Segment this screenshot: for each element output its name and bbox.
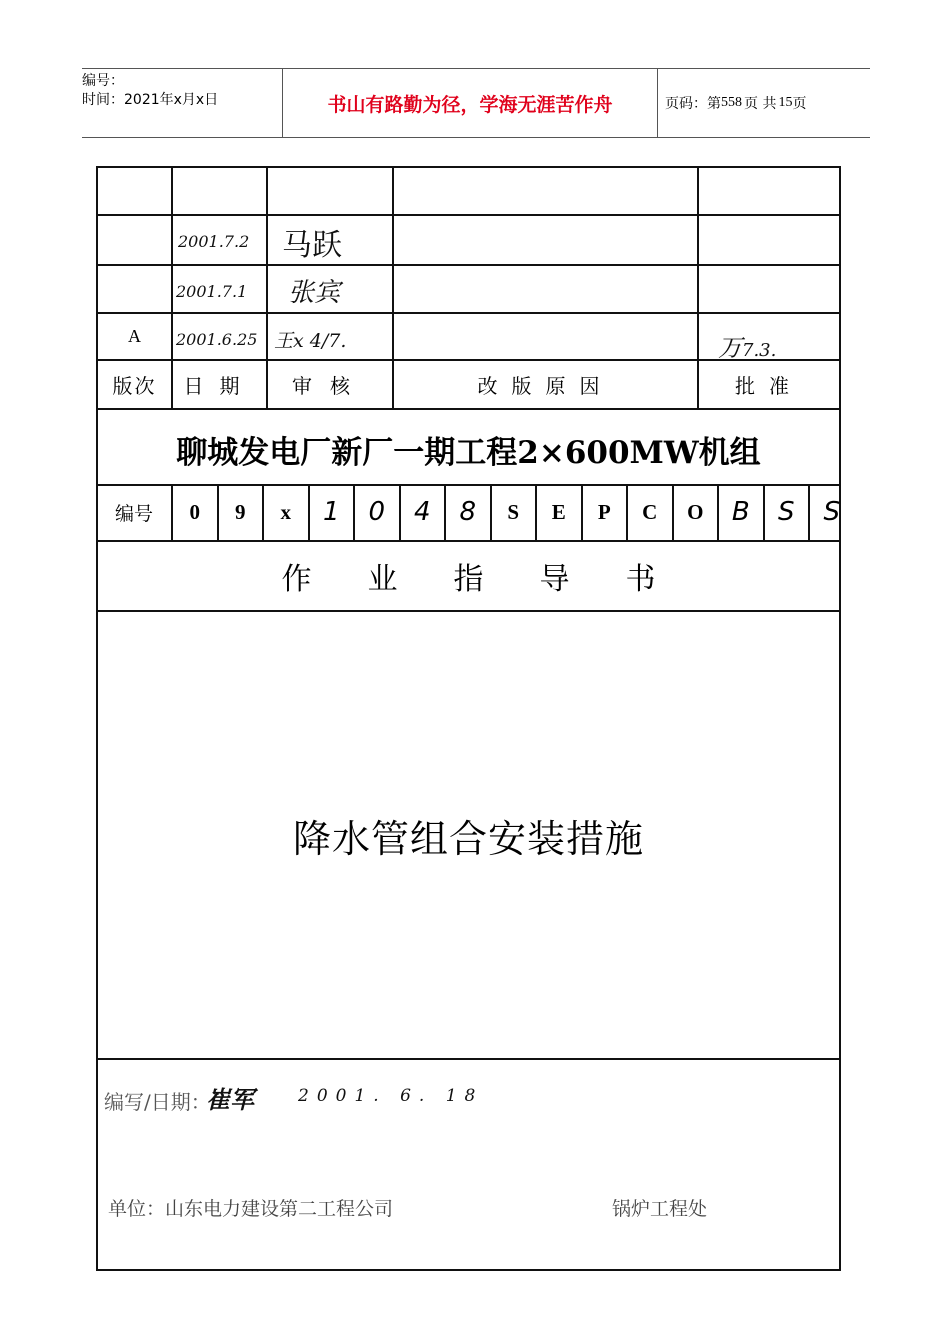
code-char: S	[823, 497, 840, 527]
code-char: S	[777, 497, 795, 527]
code-char: E	[551, 499, 566, 524]
document-frame	[96, 166, 841, 1271]
header-motto: 书山有路勤为径，学海无涯苦作舟	[282, 69, 658, 137]
col-version: 版次	[112, 374, 157, 398]
revision-date-3: 2001.6.25	[176, 330, 258, 349]
rule	[98, 264, 839, 266]
compile-label: 编写/日期：	[104, 1090, 211, 1114]
header-meta	[82, 69, 282, 140]
project-title: 聊城发电厂新厂一期工程2×600MW机组	[176, 434, 761, 471]
code-char: 0	[189, 499, 200, 524]
rule	[98, 610, 839, 612]
code-char: 0	[368, 497, 386, 527]
page-mid: 页 共	[744, 96, 777, 112]
document-code-row	[98, 484, 839, 540]
code-char: S	[507, 499, 520, 524]
code-char: 1	[322, 497, 340, 527]
code-char: B	[731, 497, 750, 527]
revision-reviewer-3: 王x 4/7.	[274, 330, 347, 352]
code-char: C	[642, 499, 658, 524]
code-label: 编号	[114, 502, 153, 525]
compile-signature: 崔军	[206, 1085, 254, 1114]
code-char: 4	[413, 497, 431, 527]
page-current: 558	[721, 95, 742, 110]
revision-date-2: 2001.7.1	[176, 282, 248, 301]
page-prefix: 页码：第	[665, 96, 721, 112]
page-total: 15	[778, 95, 793, 110]
revision-date-1: 2001.7.2	[178, 232, 250, 251]
col-date: 日期	[183, 374, 256, 398]
document-type: 作业指导书	[281, 562, 712, 597]
code-char: O	[687, 499, 704, 524]
revision-version-a: A	[128, 326, 141, 346]
revision-reviewer-2: 张宾	[288, 278, 341, 308]
col-approve: 批准	[735, 374, 803, 398]
code-char: P	[597, 499, 611, 524]
code-char: x	[280, 499, 291, 524]
rule	[98, 214, 839, 216]
department-name: 锅炉工程处	[612, 1198, 708, 1220]
col-review: 审核	[292, 374, 368, 398]
header-number-label: 编号：	[82, 73, 124, 89]
approval-date: 7.3.	[742, 340, 777, 361]
rule	[98, 408, 839, 410]
unit-name: 单位：山东电力建设第二工程公司	[108, 1198, 394, 1220]
code-char: 9	[235, 499, 246, 524]
rule	[98, 312, 839, 314]
rule	[98, 1058, 839, 1060]
header-page-info	[657, 69, 870, 137]
revision-approval-3: 万7.3.	[718, 334, 777, 362]
revision-reviewer-1: 马跃	[282, 228, 342, 263]
compile-date: 2001. 6. 18	[298, 1086, 484, 1106]
page-header	[82, 68, 870, 138]
col-reason: 改版原因	[477, 374, 614, 398]
main-title: 降水管组合安装措施	[292, 817, 644, 861]
header-time-label: 时间：2021年x月x日	[82, 92, 219, 108]
code-char: 8	[459, 497, 477, 527]
page-suffix: 页	[792, 96, 807, 112]
